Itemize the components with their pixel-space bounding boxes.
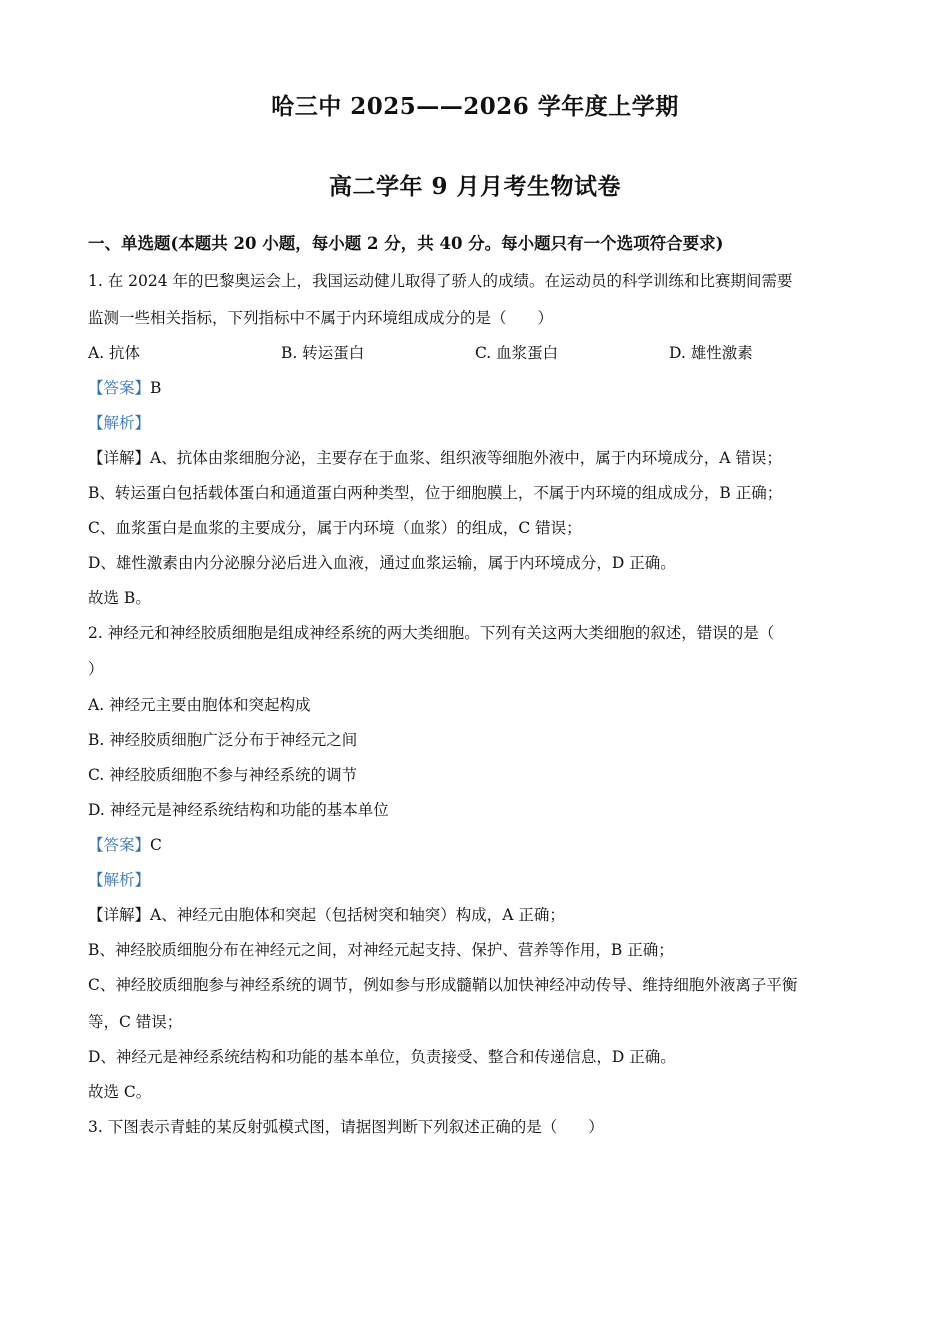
q2-detail-line1: 【详解】A、神经元由胞体和突起（包括树突和轴突）构成，A 正确； — [88, 906, 565, 924]
q1-detail-line4: D、雄性激素由内分泌腺分泌后进入血液，通过血浆运输，属于内环境成分，D 正确。 — [88, 554, 676, 572]
answer-label: 【答案】 — [88, 836, 151, 854]
q1-option-d: D. 雄性激素 — [669, 344, 753, 362]
q2-option-b: B. 神经胶质细胞广泛分布于神经元之间 — [88, 731, 358, 749]
q1-detail-line1: 【详解】A、抗体由浆细胞分泌，主要存在于血浆、组织液等细胞外液中，属于内环境成分，A 错误； — [88, 449, 782, 467]
q2-detail-line3: C、神经胶质细胞参与神经系统的调节，例如参与形成髓鞘以加快神经冲动传导、维持细胞外液离子平衡 — [88, 976, 798, 994]
q1-analysis-label: 【解析】 — [88, 414, 151, 432]
q1-option-b: B. 转运蛋白 — [281, 344, 365, 362]
q2-detail-line5: D、神经元是神经系统结构和功能的基本单位，负责接受、整合和传递信息，D 正确。 — [88, 1048, 676, 1066]
q1-answer-value: B — [150, 379, 162, 397]
section-heading: 一、单选题(本题共 20 小题，每小题 2 分，共 40 分。每小题只有一个选项符合要求) — [88, 234, 724, 253]
q3-stem-line1: 3. 下图表示青蛙的某反射弧模式图，请据图判断下列叙述正确的是（ ） — [88, 1118, 604, 1136]
q2-option-d: D. 神经元是神经系统结构和功能的基本单位 — [88, 801, 389, 819]
q1-stem-line1: 1. 在 2024 年的巴黎奥运会上，我国运动健儿取得了骄人的成绩。在运动员的科学训练和比赛期间需要 — [88, 272, 793, 290]
q1-answer — [88, 378, 161, 398]
answer-label: 【答案】 — [88, 379, 151, 397]
q2-conclusion: 故选 C。 — [88, 1083, 152, 1101]
q2-option-c: C. 神经胶质细胞不参与神经系统的调节 — [88, 766, 358, 784]
q2-answer-value: C — [150, 836, 162, 854]
q1-option-c: C. 血浆蛋白 — [475, 344, 559, 362]
q1-detail-line2: B、转运蛋白包括载体蛋白和通道蛋白两种类型，位于细胞膜上，不属于内环境的组成成分，B 正确； — [88, 484, 783, 502]
q2-answer — [88, 835, 162, 855]
q2-option-a: A. 神经元主要由胞体和突起构成 — [88, 696, 311, 714]
q1-option-a: A. 抗体 — [88, 344, 141, 362]
q1-stem-line2: 监测一些相关指标，下列指标中不属于内环境组成成分的是（ ） — [88, 309, 554, 327]
exam-title-line1: 哈三中 2025——2026 学年度上学期 — [271, 93, 679, 120]
q2-analysis-label: 【解析】 — [88, 871, 151, 889]
q1-detail-line3: C、血浆蛋白是血浆的主要成分，属于内环境（血浆）的组成，C 错误； — [88, 519, 582, 537]
q2-detail-line2: B、神经胶质细胞分布在神经元之间，对神经元起支持、保护、营养等作用，B 正确； — [88, 941, 674, 959]
q2-detail-line4: 等，C 错误； — [88, 1013, 183, 1031]
exam-title-line2: 高二学年 9 月月考生物试卷 — [328, 173, 622, 200]
q2-stem-line1: 2. 神经元和神经胶质细胞是组成神经系统的两大类细胞。下列有关这两大类细胞的叙述，错误的是（ — [88, 624, 775, 642]
q1-conclusion: 故选 B。 — [88, 589, 151, 607]
q2-stem-line2: ） — [88, 660, 104, 678]
